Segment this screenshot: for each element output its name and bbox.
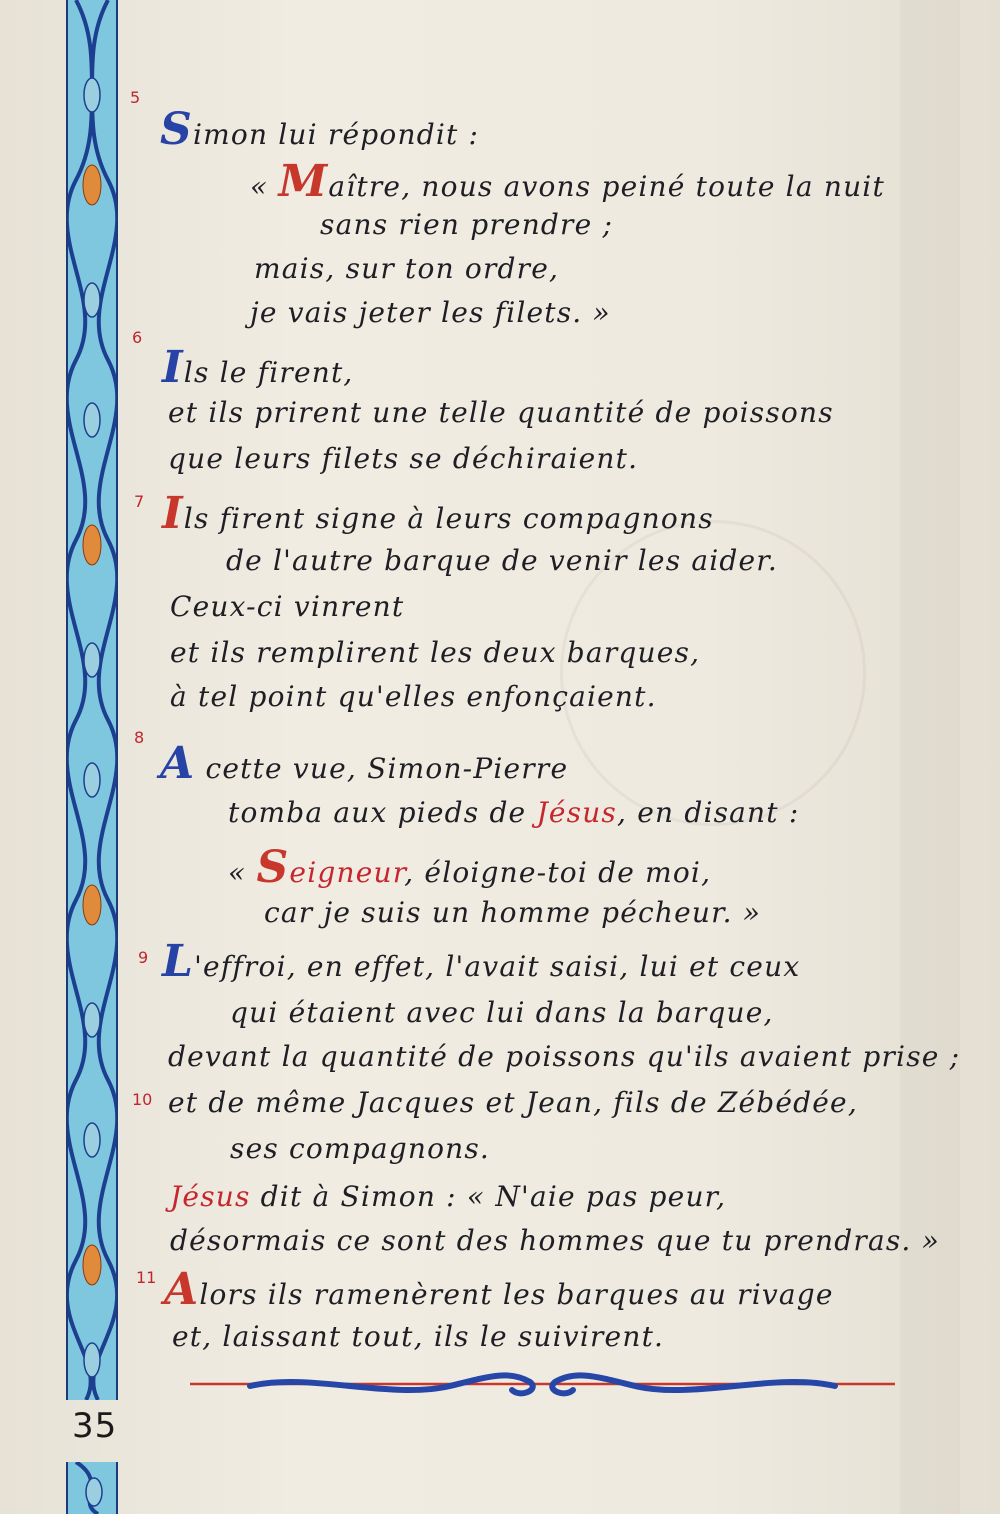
page-number: 35 [72,1406,118,1446]
verse-7-line-4: et ils remplirent les deux barques, [170,636,701,669]
verse-8-line-4: car je suis un homme pécheur. » [264,896,762,929]
decorative-fish-border-lower [66,1462,118,1514]
verse-number: 7 [134,492,145,511]
line-text: dit à Simon : « N'aie pas peur, [250,1180,727,1213]
verse-number: 11 [136,1268,157,1287]
verse-6-line-2: et ils prirent une telle quantité de poissons [168,396,834,429]
drop-initial: A [164,1264,200,1315]
word-seigneur: eigneur [289,856,405,889]
verse-number: 10 [132,1090,153,1109]
verse-5-line-1 [160,104,480,155]
verse-5-line-4: mais, sur ton ordre, [254,252,560,285]
verse-5-line-3: sans rien prendre ; [320,208,614,241]
verse-6-line-1 [162,342,354,393]
verse-9-line-3: devant la quantité de poissons qu'ils avaient prise ; [168,1040,961,1073]
verse-7-line-2: de l'autre barque de venir les aider. [226,544,778,577]
verse-5-line-2 [250,156,885,207]
verse-8-line-3 [228,842,712,893]
verse-number: 8 [134,728,145,747]
verse-9-line-1 [162,936,801,987]
inline-initial: M [278,156,329,207]
drop-initial: S [160,104,193,155]
verse-number: 9 [138,948,149,967]
verse-10-line-2: ses compagnons. [230,1132,491,1165]
verse-10-line-3 [170,1180,726,1213]
verse-10-line-4: désormais ce sont des hommes que tu prendras. » [170,1224,940,1257]
quote-mark: « [228,856,257,889]
line-text: tomba aux pieds de [228,796,537,829]
verse-8-line-1 [160,738,569,789]
verse-5-line-5: je vais jeter les filets. » [250,296,611,329]
line-text: ls firent signe à leurs compagnons [183,502,714,535]
verse-7-line-1 [162,488,714,539]
verse-9-line-2: qui étaient avec lui dans la barque, [230,996,774,1029]
verse-11-line-2: et, laissant tout, ils le suivirent. [172,1320,665,1353]
line-text: , éloigne-toi de moi, [404,856,712,889]
line-text: lors ils ramenèrent les barques au rivage [199,1278,834,1311]
fish-border-illumination [68,0,116,1400]
verse-8-line-2 [228,796,799,829]
line-text: cette vue, Simon-Pierre [195,752,569,785]
verse-7-line-5: à tel point qu'elles enfonçaient. [170,680,657,713]
line-text: , en disant : [617,796,800,829]
drop-initial: L [162,936,195,987]
decorative-fish-border [66,0,118,1400]
verse-7-line-3: Ceux-ci vinrent [170,590,405,623]
verse-10-line-1: et de même Jacques et Jean, fils de Zébédée, [168,1086,858,1119]
inline-initial: S [256,842,290,893]
drop-initial: I [162,342,184,393]
name-jesus: Jésus [536,796,618,829]
quote-mark: « [250,170,279,203]
drop-initial: I [162,488,184,539]
ornamental-rule [190,1364,895,1404]
verse-6-line-3: que leurs filets se déchiraient. [168,442,639,475]
drop-initial: A [160,738,196,789]
name-jesus: Jésus [170,1180,251,1213]
verse-number: 5 [130,88,141,107]
line-text: 'effroi, en effet, l'avait saisi, lui et ceux [194,950,801,983]
line-text: imon lui répondit : [192,118,480,151]
fish-border-illumination-lower [68,1462,116,1514]
verse-number: 6 [132,328,143,347]
line-text: aître, nous avons peiné toute la nuit [328,170,885,203]
verse-11-line-1 [164,1264,834,1315]
line-text: ls le firent, [183,356,354,389]
page-edge-shadow [900,0,960,1514]
